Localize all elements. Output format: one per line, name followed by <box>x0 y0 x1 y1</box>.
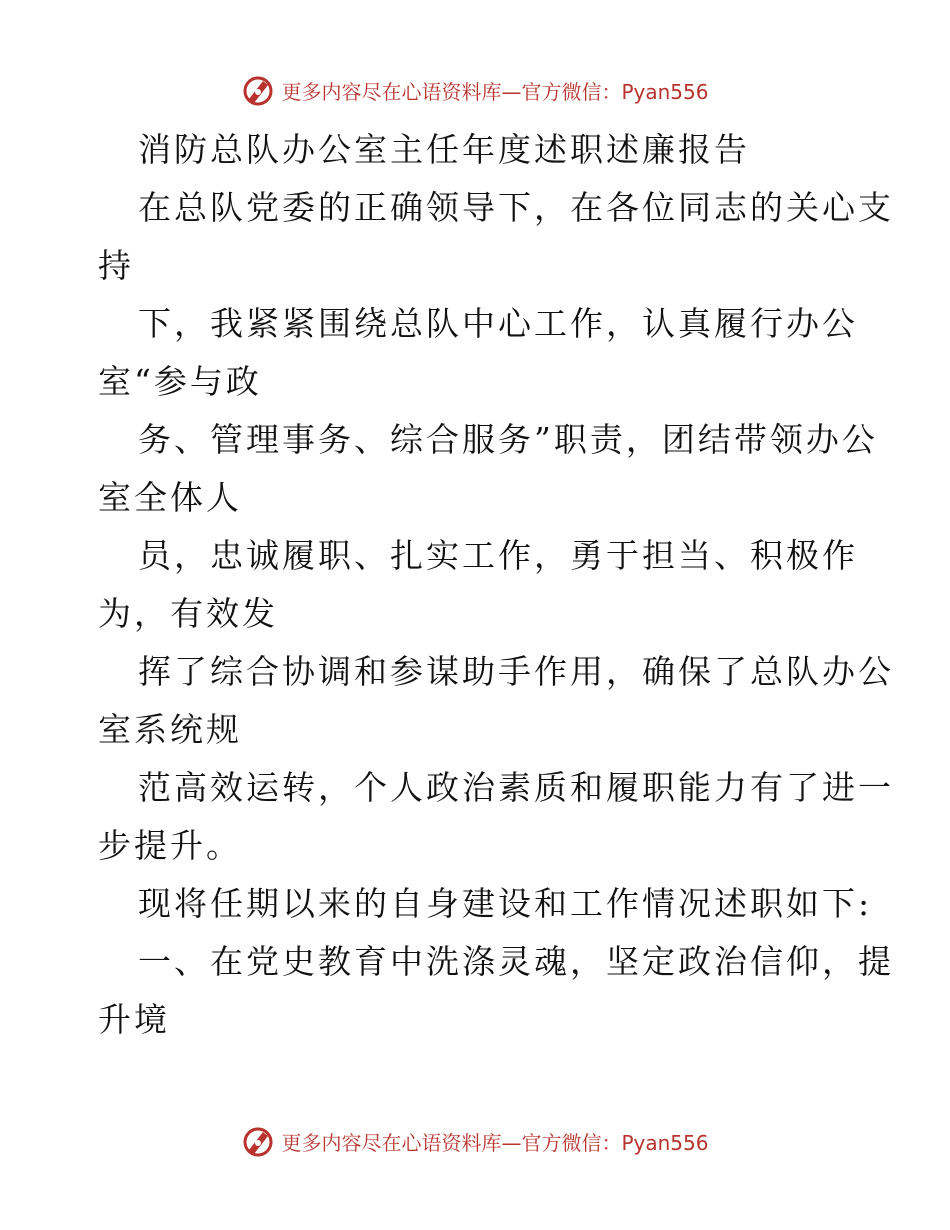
footer-watermark <box>0 1121 950 1161</box>
paragraph-line: 员，忠诚履职、扎实工作，勇于担当、积极作 <box>138 536 858 575</box>
paragraph-line: 步提升。 <box>98 826 242 865</box>
watermark-text: 更多内容尽在心语资料库—官方微信：Pyan556 <box>281 1130 709 1155</box>
paragraph-line: 持 <box>98 246 134 285</box>
paragraph-line: 在总队党委的正确领导下，在各位同志的关心支 <box>138 188 894 227</box>
paragraph-line: 室系统规 <box>98 710 242 749</box>
section-heading: 一、在党史教育中洗涤灵魂，坚定政治信仰，提 <box>138 942 894 981</box>
watermark-text: 更多内容尽在心语资料库—官方微信：Pyan556 <box>281 79 709 104</box>
paragraph-line: 升境 <box>98 1000 170 1039</box>
document-title: 消防总队办公室主任年度述职述廉报告 <box>138 130 750 169</box>
paragraph-line: 挥了综合协调和参谋助手作用，确保了总队办公 <box>138 652 894 691</box>
pen-nib-logo-icon <box>241 73 275 107</box>
paragraph-line: 范高效运转，个人政治素质和履职能力有了进一 <box>138 768 894 807</box>
paragraph-line: 现将任期以来的自身建设和工作情况述职如下: <box>138 884 873 923</box>
header-watermark <box>0 70 950 110</box>
paragraph-line: 务、管理事务、综合服务”职责，团结带领办公 <box>138 420 878 459</box>
paragraph-line: 为，有效发 <box>98 594 278 633</box>
paragraph-line: 下，我紧紧围绕总队中心工作，认真履行办公 <box>138 304 858 343</box>
pen-nib-logo-icon <box>241 1124 275 1158</box>
paragraph-line: 室全体人 <box>98 478 242 517</box>
paragraph-line: 室“参与政 <box>98 362 262 401</box>
